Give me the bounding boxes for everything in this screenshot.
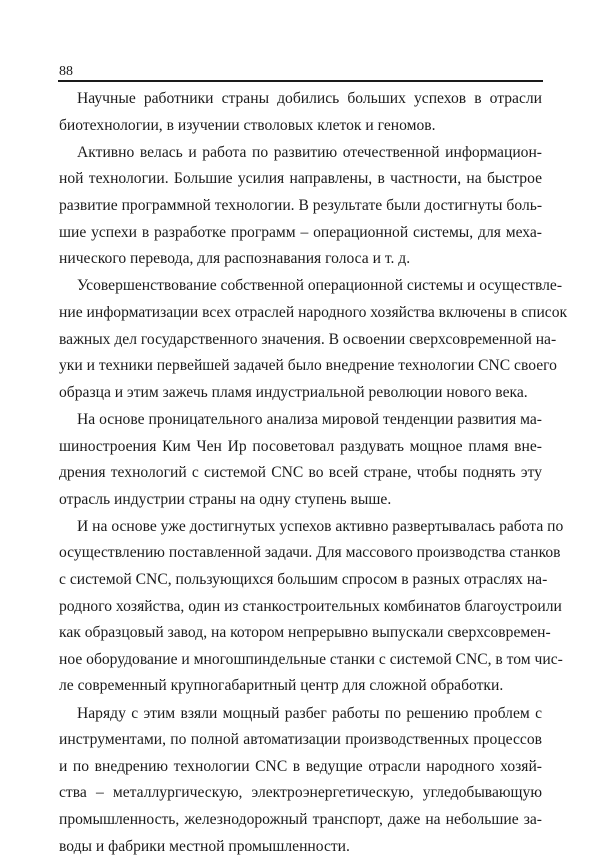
text-line: промышленность, железнодорожный транспорт, даже на небольшие за- bbox=[59, 811, 542, 828]
text-line: с системой CNC, пользующихся большим спросом в разных отраслях на- bbox=[59, 571, 548, 589]
paragraph bbox=[59, 514, 564, 700]
text-line: как образцовый завод, на котором непрерывно выпускали сверхсовремен- bbox=[59, 624, 551, 642]
text-line: ства – металлургическую, электроэнергетическую, угледобывающую bbox=[59, 784, 542, 802]
text-line: родного хозяйства, один из станкостроительных комбинатов благоустроили bbox=[59, 597, 562, 615]
text-line: дрения технологий с системой CNC во всей стране, чтобы поднять эту bbox=[59, 464, 542, 482]
text-line: нического перевода, для распознавания голоса и т. д. bbox=[59, 250, 411, 268]
text-line: шиностроения Ким Чен Ир посоветовал раздувать мощное пламя вне- bbox=[59, 437, 542, 455]
text-line: ле современный крупногабаритный центр для сложной обработки. bbox=[59, 677, 504, 695]
text-line: Научные работники страны добились больших успехов в отрасли bbox=[77, 90, 542, 107]
text-line: Активно велась и работа по развитию отечественной информацион- bbox=[77, 143, 542, 161]
paragraph bbox=[59, 86, 542, 139]
text-line: и по внедрению технологии CNC в ведущие отрасли народного хозяй- bbox=[59, 757, 542, 775]
text-line: уки и техники первейшей задачей было внедрение технологии CNC своего bbox=[59, 357, 557, 375]
text-line: биотехнологии, в изучении стволовых клеток и геномов. bbox=[59, 116, 436, 134]
paragraph bbox=[59, 273, 568, 406]
text-line: На основе проницательного анализа мировой тенденции развития ма- bbox=[77, 410, 542, 428]
text-line: инструментами, по полной автоматизации производственных процессов bbox=[59, 731, 542, 749]
text-line: образца и этим зажечь пламя индустриальной революции нового века. bbox=[59, 383, 528, 401]
text-line: осуществлению поставленной задачи. Для массового производства станков bbox=[59, 544, 561, 562]
header-rule bbox=[58, 80, 543, 82]
text-line: ное оборудование и многошпиндельные станки с системой CNC, в том чис- bbox=[59, 650, 563, 668]
text-line: шие успехи в разработке программ – операционной системы, для меха- bbox=[59, 223, 542, 241]
text-line: ние информатизации всех отраслей народного хозяйства включены в список bbox=[59, 303, 568, 321]
text-line: И на основе уже достигнутых успехов активно развертывалась работа по bbox=[77, 517, 564, 535]
text-line: воды и фабрики местной промышленности. bbox=[59, 837, 350, 855]
paragraph bbox=[59, 407, 542, 513]
text-line: Усовершенствование собственной операционной системы и осуществле- bbox=[77, 277, 563, 295]
paragraph bbox=[59, 701, 542, 861]
text-line: важных дел государственного значения. В освоении сверхсовременной на- bbox=[59, 330, 557, 348]
page-number: 88 bbox=[59, 64, 73, 79]
text-line: развитие программной технологии. В результате были достигнуты боль- bbox=[59, 196, 543, 214]
text-body bbox=[59, 86, 568, 861]
text-line: отрасль индустрии страны на одну ступень выше. bbox=[59, 490, 392, 508]
text-line: Наряду с этим взяли мощный разбег работы по решению проблем с bbox=[77, 704, 542, 722]
text-line: ной технологии. Большие усилия направлены, в частности, на быстрое bbox=[59, 170, 542, 188]
paragraph bbox=[59, 140, 542, 273]
